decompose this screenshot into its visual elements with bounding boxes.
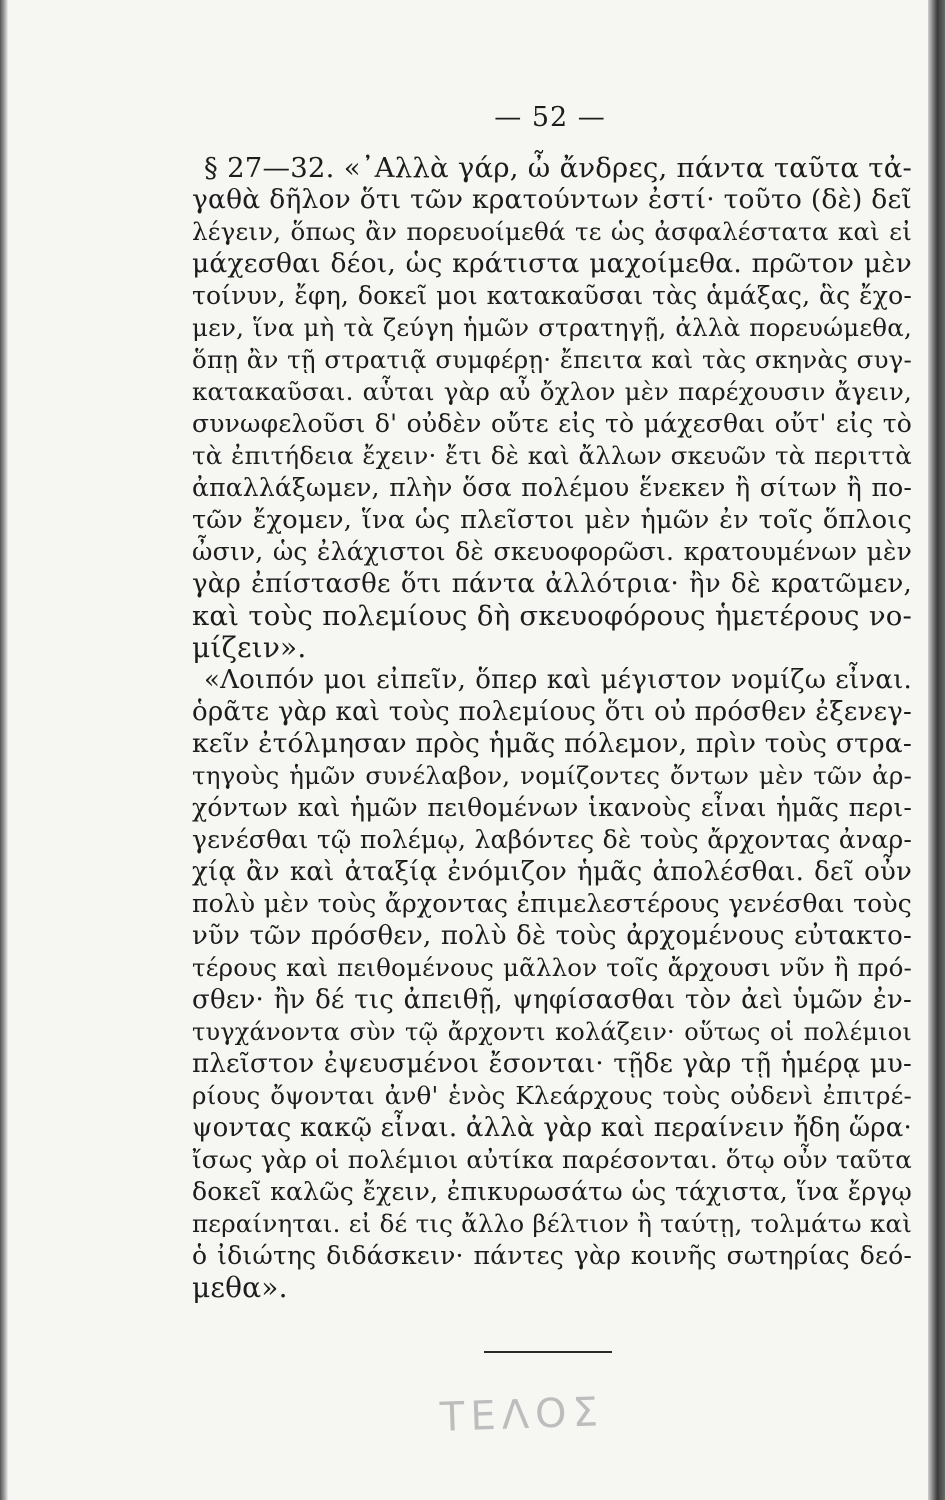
text-line: ρίους ὄψονται ἀνθ' ἑνὸς Κλεάρχους τοὺς οὐδενὶ ἐπιτρέ- [192,1081,912,1110]
text-line: χίᾳ ἂν καὶ ἀταξίᾳ ἐνόμιζον ἡμᾶς ἀπολέσθαι. δεῖ οὖν [192,857,912,887]
text-line: γὰρ ἐπίστασθε ὅτι πάντα ἀλλότρια· ἢν δὲ κρατῶμεν, [192,569,912,599]
text-line: χόντων καὶ ἡμῶν πειθομένων ἱκανοὺς εἶναι ἡμᾶς περι- [192,793,912,822]
end-rule [484,1351,612,1353]
text-line: ὁρᾶτε γὰρ καὶ τοὺς πολεμίους ὅτι οὐ πρόσθεν ἐξενεγ- [192,697,912,727]
text-line: δοκεῖ καλῶς ἔχειν, ἐπικυρωσάτω ὡς τάχιστα, ἵνα ἔργῳ [192,1177,912,1206]
text-line: νῦν τῶν πρόσθεν, πολὺ δὲ τοὺς ἀρχομένους εὐτακτο- [192,921,912,951]
text-line: μίζειν». [192,631,307,664]
text-line: περαίνηται. εἰ δέ τις ἄλλο βέλτιον ἢ ταύτῃ, τολμάτω καὶ [192,1209,912,1238]
text-line: § 27—32. «᾿Αλλὰ γάρ, ὦ ἄνδρες, πάντα ταῦτα τἀ- [204,152,912,184]
text-line: ὅπῃ ἂν τῇ στρατιᾷ συμφέρῃ· ἔπειτα καὶ τὰς σκηνὰς συγ- [192,345,912,374]
text-line: κατακαῦσαι. αὗται γὰρ αὖ ὄχλον μὲν παρέχουσιν ἄγειν, [192,377,912,406]
text-line: ὁ ἰδιώτης διδάσκειν· πάντες γὰρ κοινῆς σωτηρίας δεό- [192,1241,912,1270]
text-line: τῶν ἔχομεν, ἵνα ὡς πλεῖστοι μὲν ἡμῶν ἐν τοῖς ὅπλοις [192,505,912,535]
text-line: πολὺ μὲν τοὺς ἄρχοντας ἐπιμελεστέρους γενέσθαι τοὺς [192,889,912,918]
text-line: μάχεσθαι δέοι, ὡς κράτιστα μαχοίμεθα. πρῶτον μὲν [192,248,912,279]
text-line: ἴσως γὰρ οἱ πολέμιοι αὐτίκα παρέσονται. ὅτῳ οὖν ταῦτα [192,1145,912,1174]
text-line: ψοντας κακῷ εἶναι. ἀλλὰ γὰρ καὶ περαίνειν ἤδη ὥρα· [192,1113,912,1143]
text-line: γενέσθαι τῷ πολέμῳ, λαβόντες δὲ τοὺς ἄρχοντας ἀναρ- [192,825,912,854]
end-stamp: ΤΕΛΟΣ [439,1389,605,1441]
text-line: σθεν· ἢν δέ τις ἀπειθῇ, ψηφίσασθαι τὸν ἀεὶ ὑμῶν ἐν- [192,985,912,1015]
body-text [192,152,912,1304]
text-line: τυγχάνοντα σὺν τῷ ἄρχοντι κολάζειν· οὕτως οἱ πολέμιοι [192,1018,912,1046]
text-line: ὦσιν, ὡς ἐλάχιστοι δὲ σκευοφορῶσι. κρατουμένων μὲν [192,537,912,566]
text-line: τὰ ἐπιτήδεια ἔχειν· ἔτι δὲ καὶ ἄλλων σκευῶν τὰ περιττὰ [192,441,912,470]
text-line: τηγοὺς ἡμῶν συνέλαβον, νομίζοντες ὄντων μὲν τῶν ἀρ- [192,761,912,790]
text-line: καὶ τοὺς πολεμίους δὴ σκευοφόρους ἡμετέρους νο- [192,600,912,632]
page-right-edge-shadow [928,0,945,1500]
text-line: τοίνυν, ἔφη, δοκεῖ μοι κατακαῦσαι τὰς ἁμάξας, ἃς ἔχο- [192,281,912,310]
text-line: κεῖν ἐτόλμησαν πρὸς ἡμᾶς πόλεμον, πρὶν τοὺς στρα- [192,728,912,759]
text-line: γαθὰ δῆλον ὅτι τῶν κρατούντων ἐστί· τοῦτο (δὲ) δεῖ [192,184,912,215]
page-number: — 52 — [494,102,606,133]
text-line: «Λοιπόν μοι εἰπεῖν, ὅπερ καὶ μέγιστον νομίζω εἶναι. [204,665,912,695]
page-left-edge [0,0,8,1500]
text-line: μεν, ἵνα μὴ τὰ ζεύγη ἡμῶν στρατηγῇ, ἀλλὰ πορευώμεθα, [192,313,912,342]
text-line: μεθα». [192,1271,288,1304]
text-line: πλεῖστον ἐψευσμένοι ἔσονται· τῇδε γὰρ τῇ ἡμέρᾳ μυ- [192,1049,912,1079]
text-line: συνωφελοῦσι δ' οὐδὲν οὔτε εἰς τὸ μάχεσθαι οὔτ' εἰς τὸ [192,409,912,438]
text-line: λέγειν, ὅπως ἂν πορευοίμεθά τε ὡς ἀσφαλέστατα καὶ εἰ [192,217,912,246]
text-line: ἀπαλλάξωμεν, πλὴν ὅσα πολέμου ἕνεκεν ἢ σίτων ἢ πο- [192,473,912,502]
text-line: τέρους καὶ πειθομένους μᾶλλον τοῖς ἄρχουσι νῦν ἢ πρό- [192,953,912,982]
